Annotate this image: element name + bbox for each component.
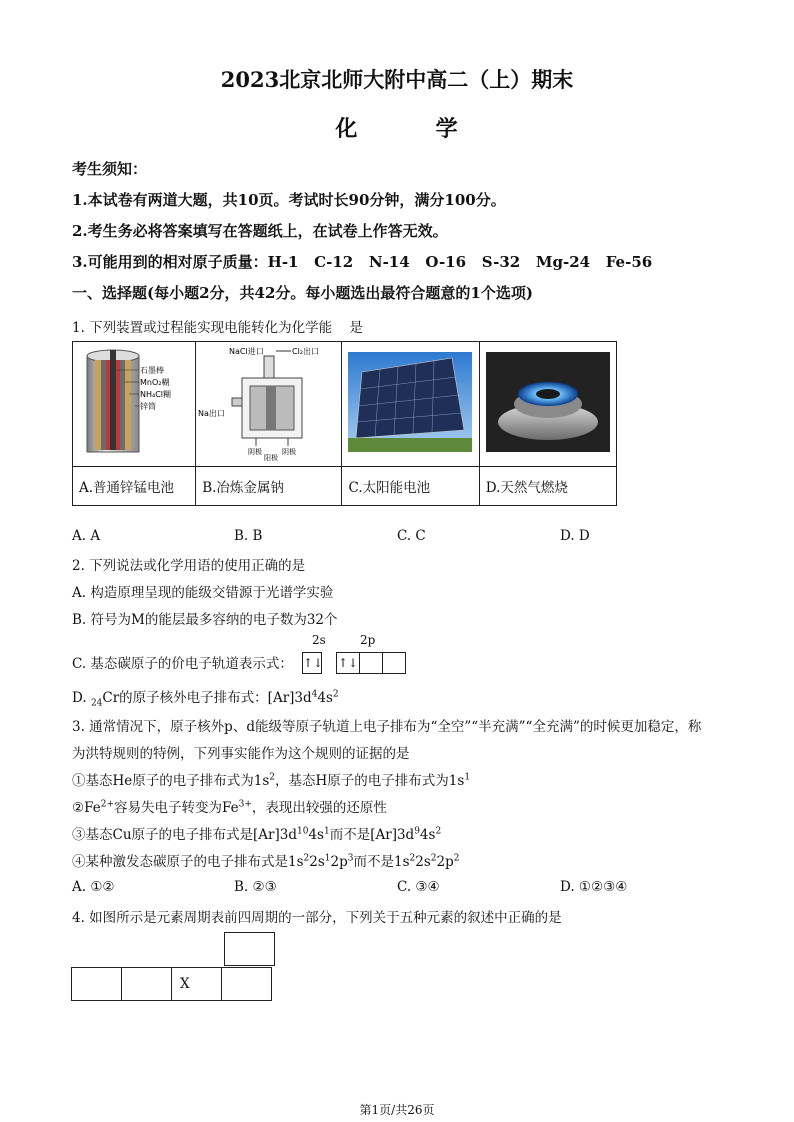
- q2-d-sup1: 4: [311, 689, 318, 700]
- q1-option-b: B. B: [234, 528, 263, 544]
- q2-option-c-text: C. 基态碳原子的价电子轨道表示式：: [72, 656, 293, 672]
- q3-statement-3: [72, 823, 441, 843]
- battery-label-2: MnO₂糊: [140, 378, 170, 387]
- battery-label-4: 锌筒: [140, 402, 156, 411]
- section-heading: 一、选择题(每小题2分，共42分。每小题选出最符合题意的1个选项): [72, 284, 533, 302]
- q3-option-d: D. ①②③④: [560, 879, 628, 895]
- q1-figure-table: [72, 341, 617, 506]
- q3-s4-j: 2: [430, 853, 437, 864]
- q3-option-b: B. ②③: [234, 879, 277, 895]
- periodic-table-row: [71, 967, 272, 1001]
- q2-d-mid: 4s: [317, 690, 333, 706]
- q3-s1-d: 1: [464, 772, 471, 783]
- periodic-cell: [72, 968, 122, 1001]
- q3-s1-a: ①基态He原子的电子排布式为1s: [72, 773, 270, 789]
- notice-heading: 考生须知：: [72, 160, 148, 178]
- q3-s4-a: ④某种激发态碳原子的电子排布式是1s: [72, 854, 304, 870]
- q1-option-a: A. A: [72, 528, 101, 544]
- q2-d-prefix: D.: [72, 690, 91, 706]
- q3-s1-c: ，基态H原子的电子排布式为1s: [275, 773, 465, 789]
- orbital-box-2p-3: [382, 652, 406, 674]
- q3-statement-1: [72, 769, 470, 789]
- electrolysis-label-5: 阴极: [282, 448, 297, 456]
- periodic-cell: [222, 968, 272, 1001]
- q3-s2-d: 3+: [238, 799, 252, 810]
- q2-d-sup2: 2: [332, 689, 339, 700]
- periodic-cell-x: X: [172, 968, 222, 1001]
- electrolysis-label-1: NaCl进口: [229, 347, 264, 356]
- q1-caption-a: A.普通锌锰电池: [73, 467, 196, 506]
- q3-s4-f: 3: [347, 853, 354, 864]
- page-footer: 第1页/共26页: [359, 1103, 435, 1117]
- notice-item-2: 2.考生务必将答案填写在答题纸上，在试卷上作答无效。: [72, 222, 448, 240]
- battery-label-3: NH₄Cl糊: [140, 390, 172, 399]
- q3-s3-c: 4s: [308, 827, 324, 843]
- q1-stem: 1. 下列装置或过程能实现电能转化为化学能 是: [72, 320, 363, 336]
- q2-option-b: B. 符号为M的能层最多容纳的电子数为32个: [72, 612, 338, 628]
- q3-s4-d: 1: [324, 853, 331, 864]
- battery-label-1: 石墨棒: [140, 366, 164, 375]
- q3-s1-b: 2: [269, 772, 276, 783]
- q2-d-text: Cr的原子核外电子排布式：[Ar]3d: [102, 690, 312, 706]
- periodic-cell: [225, 933, 275, 966]
- orbital-box-2p-1: ↑↓: [336, 652, 360, 674]
- q3-s2-b: 2+: [100, 799, 115, 810]
- q1-caption-d: D.天然气燃烧: [479, 467, 616, 506]
- orbital-box-2s: ↑↓: [302, 652, 322, 674]
- subject-char-2: 学: [435, 116, 459, 142]
- q3-s4-c: 2s: [309, 854, 325, 870]
- orbital-label-2p: 2p: [360, 633, 376, 647]
- q3-s3-b: 10: [297, 826, 309, 837]
- subject-title: [0, 112, 794, 143]
- q3-s3-a: ③基态Cu原子的电子排布式是[Ar]3d: [72, 827, 297, 843]
- q4-stem: 4. 如图所示是元素周期表前四周期的一部分，下列关于五种元素的叙述中正确的是: [72, 910, 562, 926]
- q3-stem-line1: 3. 通常情况下，原子核外p、d能级等原子轨道上电子排布为“全空”“半充满”“全充满”的时候更加稳定，称: [72, 719, 702, 735]
- q3-s4-i: 2s: [415, 854, 431, 870]
- solar-panel-figure: [342, 342, 479, 467]
- q2-option-c: [72, 652, 293, 672]
- q3-s3-g: 4s: [419, 827, 436, 843]
- orbital-diagram-2p: [336, 652, 406, 674]
- q3-s4-h: 2: [409, 853, 416, 864]
- q3-s4-b: 2: [303, 853, 310, 864]
- orbital-diagram-2s: [302, 652, 322, 674]
- gas-burner-figure: [479, 342, 616, 467]
- electrolysis-label-4: 阴极: [248, 448, 263, 456]
- q3-stem-line2: 为洪特规则的特例，下列事实能作为这个规则的证据的是: [72, 746, 410, 762]
- notice-item-3: 3.可能用到的相对原子质量：H-1 C-12 N-14 O-16 S-32 Mg-24 Fe-56: [72, 253, 653, 271]
- q3-statement-4: [72, 850, 460, 870]
- q3-s3-h: 2: [435, 826, 442, 837]
- q3-s2-a: ②Fe: [72, 800, 101, 816]
- q3-s4-l: 2: [453, 853, 460, 864]
- periodic-cell: [122, 968, 172, 1001]
- q3-s4-g: 而不是1s: [353, 854, 410, 870]
- q3-s3-d: 1: [323, 826, 330, 837]
- orbital-box-2p-2: [359, 652, 383, 674]
- q3-s2-c: 容易失电子转变为Fe: [114, 800, 239, 816]
- notice-item-1: 1.本试卷有两道大题，共10页。考试时长90分钟，满分100分。: [72, 191, 506, 209]
- q1-caption-c: C.太阳能电池: [342, 467, 479, 506]
- electrolysis-label-6: 阳极: [264, 454, 279, 462]
- battery-figure: [73, 342, 196, 467]
- electrolysis-figure: [196, 342, 342, 467]
- subject-char-1: 化: [335, 116, 359, 142]
- electrolysis-label-3: Na出口: [198, 409, 226, 418]
- q2-option-a: A. 构造原理呈现的能级交错源于光谱学实验: [72, 585, 334, 601]
- q1-option-c: C. C: [397, 528, 426, 544]
- q2-d-subscript: 24: [90, 698, 103, 709]
- q3-statement-2: [72, 796, 387, 816]
- q2-stem: 2. 下列说法或化学用语的使用正确的是: [72, 558, 306, 574]
- q3-option-a: A. ①②: [72, 879, 115, 895]
- orbital-label-2s: 2s: [312, 633, 326, 647]
- periodic-table-top: [224, 932, 275, 966]
- q3-option-c: C. ③④: [397, 879, 440, 895]
- q3-s3-e: 而不是[Ar]3d: [329, 827, 415, 843]
- q3-s4-e: 2p: [330, 854, 348, 870]
- page-title: 2023北京北师大附中高二（上）期末: [220, 67, 574, 92]
- electrolysis-label-2: Cl₂出口: [292, 347, 320, 356]
- q1-option-d: D. D: [560, 528, 590, 544]
- q3-s4-k: 2p: [436, 854, 454, 870]
- q1-caption-b: B.冶炼金属钠: [196, 467, 342, 506]
- q3-s3-f: 9: [414, 826, 420, 837]
- q3-s2-e: ，表现出较强的还原性: [251, 800, 387, 816]
- q2-option-d: [72, 686, 339, 709]
